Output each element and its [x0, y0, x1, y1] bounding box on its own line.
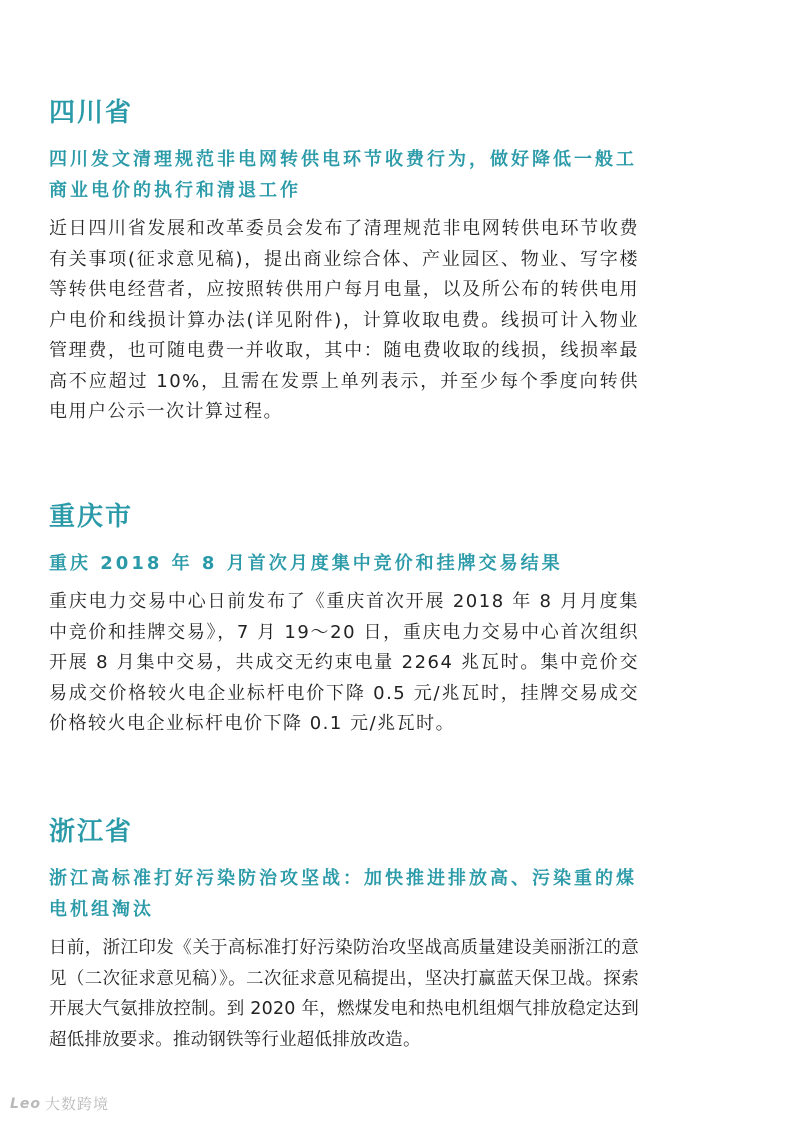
watermark-text: 大数跨境	[45, 1095, 110, 1113]
region-title: 重庆市	[49, 502, 134, 532]
watermark-logo: Leo	[10, 1095, 42, 1112]
section-sichuan	[49, 96, 639, 428]
region-title: 浙江省	[49, 817, 134, 847]
article-body: 近日四川省发展和改革委员会发布了清理规范非电网转供电环节收费有关事项(征求意见稿)，提出商业综合体、产业园区、物业、写字楼等转供电经营者，应按照转供用户每月电量，以及所公布的转供电用户电价和线损计算办法(详见附件)，计算收取电费。线损可计入物业管理费，也可随电费一并收取，其中：随电费收取的线损，线损率最高不应超过 10%，且需在发票上单列表示，并至少每个季度向转供电用户公示一次计算过程。	[49, 218, 639, 422]
article-headline: 四川发文清理规范非电网转供电环节收费行为，做好降低一般工商业电价的执行和清退工作	[49, 149, 637, 201]
article-headline: 浙江高标准打好污染防治攻坚战：加快推进排放高、污染重的煤电机组淘汰	[49, 868, 637, 920]
section-zhejiang	[49, 815, 639, 1055]
article-headline: 重庆 2018 年 8 月首次月度集中竞价和挂牌交易结果	[49, 553, 563, 574]
section-chongqing	[49, 500, 639, 740]
region-title: 四川省	[49, 98, 134, 128]
article-body: 重庆电力交易中心日前发布了《重庆首次开展 2018 年 8 月月度集中竞价和挂牌交易》，7 月 19～20 日，重庆电力交易中心首次组织开展 8 月集中交易，共成交无约束电量 2264 兆瓦时。集中竞价交易成交价格较火电企业标杆电价下降 0.5 元/兆瓦时，挂牌交易成交价格较火电企业标杆电价下降 0.1 元/兆瓦时。	[49, 591, 639, 734]
watermark	[10, 1093, 109, 1114]
article-body: 日前，浙江印发《关于高标准打好污染防治攻坚战高质量建设美丽浙江的意见（二次征求意见稿）》。二次征求意见稿提出，坚决打赢蓝天保卫战。探索开展大气氨排放控制。到 2020 年，燃煤发电和热电机组烟气排放稳定达到超低排放要求。推动钢铁等行业超低排放改造。	[49, 938, 639, 1050]
